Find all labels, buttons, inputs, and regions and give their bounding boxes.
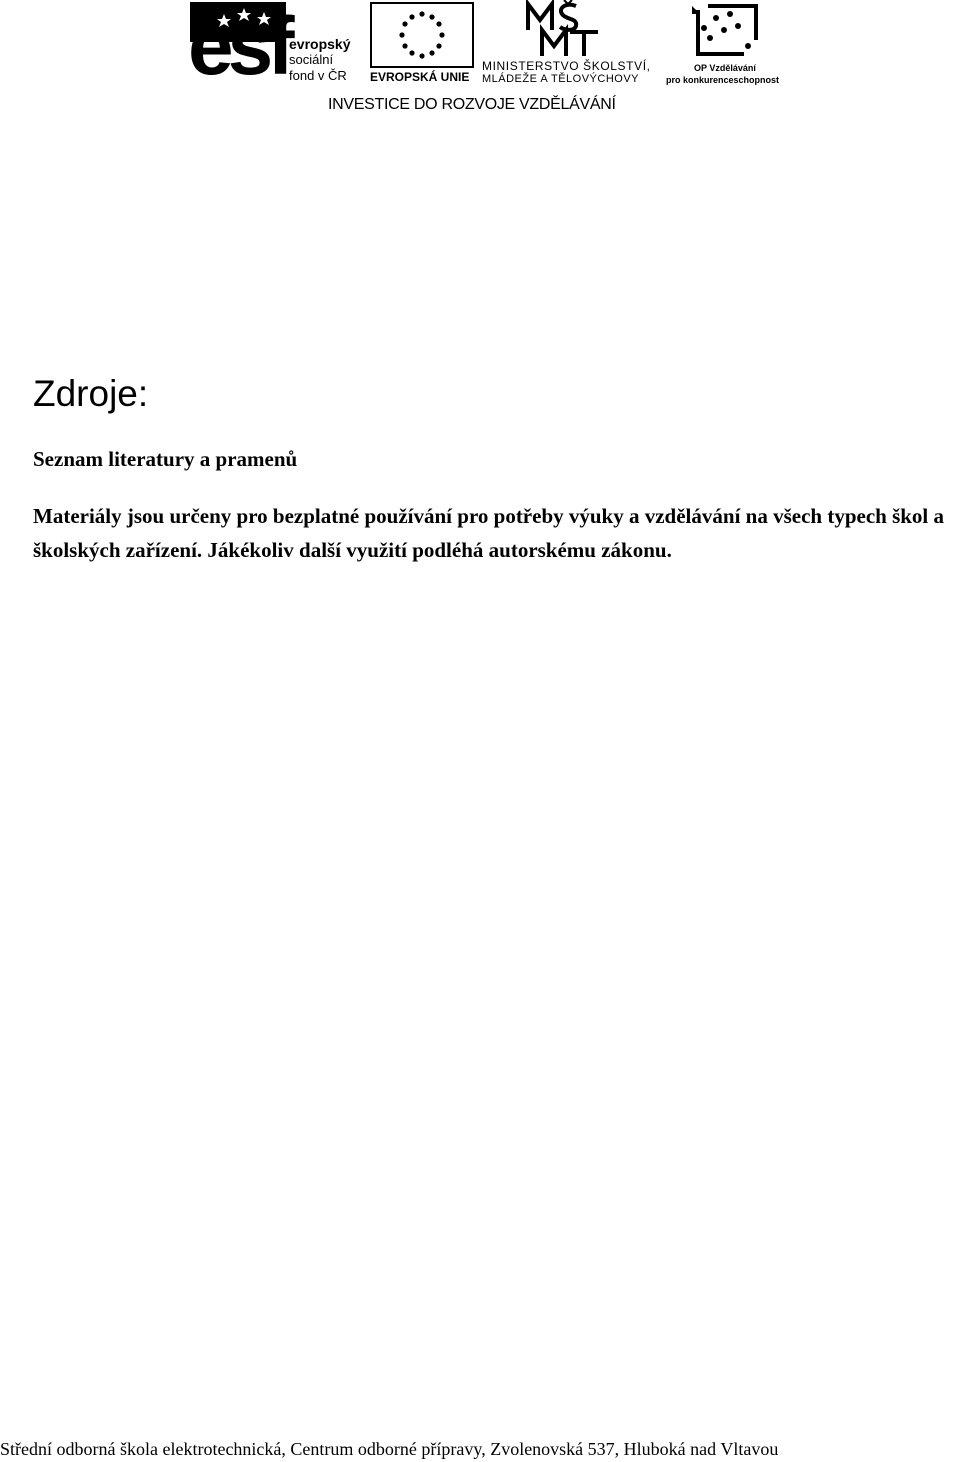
page-footer: Střední odborná škola elektrotechnická, Centrum odborné přípravy, Zvolenovská 537, Hluboká nad Vltavou bbox=[0, 1439, 779, 1459]
eu-logo bbox=[370, 2, 475, 86]
esf-line-3: fond v ČR bbox=[289, 68, 347, 83]
page-title: Zdroje: bbox=[33, 373, 149, 414]
msmt-line-2: MLÁDEŽE A TĚLOVÝCHOVY bbox=[482, 73, 640, 85]
esf-logo bbox=[188, 1, 366, 92]
esf-wordmark: esf bbox=[188, 1, 289, 92]
op-vzdelavani-emblem-icon bbox=[664, 0, 782, 62]
op-line-2: pro konkurenceschopnost bbox=[666, 75, 780, 85]
msmt-logo bbox=[480, 0, 660, 86]
op-vzdelavani-logo bbox=[664, 0, 782, 88]
esf-line-2: sociální bbox=[289, 52, 334, 67]
msmt-line-1: MINISTERSTVO ŠKOLSTVÍ, bbox=[482, 59, 651, 73]
eu-label: EVROPSKÁ UNIE bbox=[370, 70, 470, 84]
usage-notice: Materiály jsou určeny pro bezplatné používání pro potřeby výuky a vzdělávání na všech typech škol a školských zařízení. Jákékoliv další využití podléhá autorskému zákonu. bbox=[33, 504, 945, 562]
header-logos bbox=[0, 0, 960, 125]
op-line-1: OP Vzdělávání bbox=[694, 63, 756, 73]
header-tagline: INVESTICE DO ROZVOJE VZDĚLÁVÁNÍ bbox=[328, 96, 616, 113]
esf-line-1: evropský bbox=[289, 36, 351, 52]
eu-flag-icon bbox=[370, 2, 475, 68]
section-subtitle: Seznam literatury a pramenů bbox=[33, 447, 298, 471]
msmt-monogram-icon bbox=[480, 0, 660, 58]
